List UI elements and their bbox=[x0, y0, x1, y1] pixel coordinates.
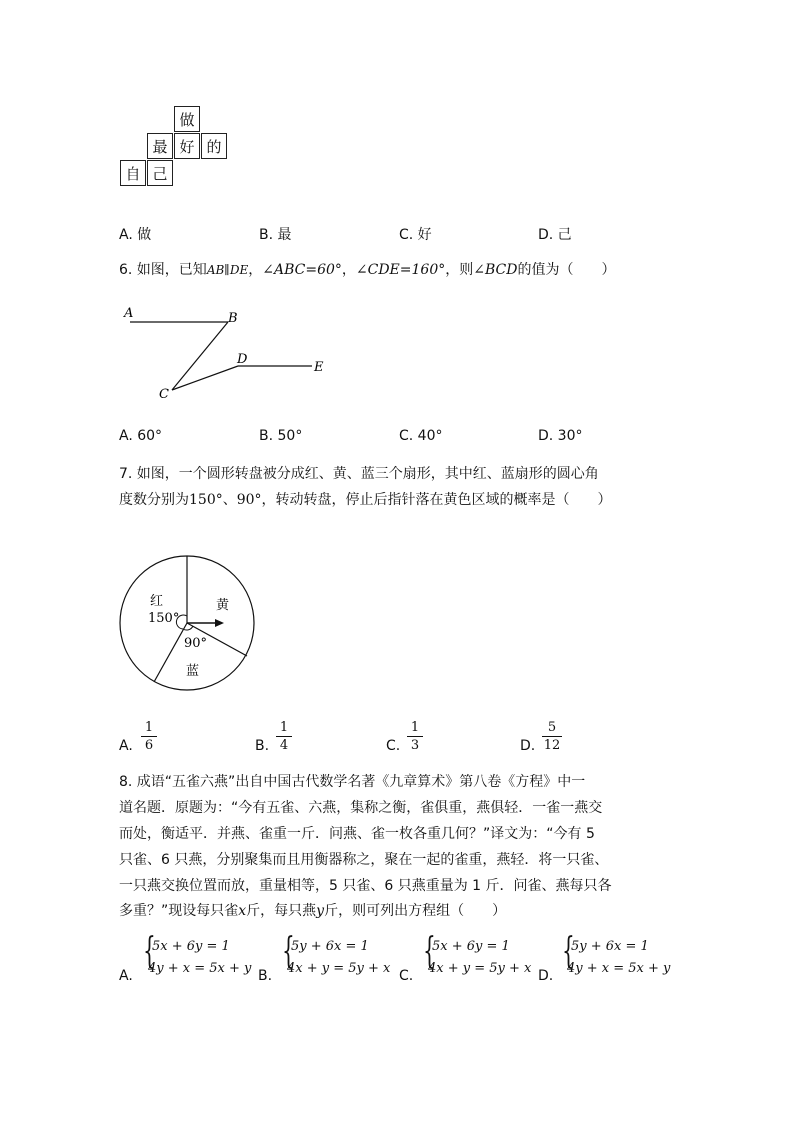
brace: { bbox=[143, 931, 156, 972]
q6-option-a[interactable]: A. 60° bbox=[119, 428, 163, 444]
q6-figure bbox=[110, 300, 350, 410]
equation-2: 4x + y = 5y + x bbox=[287, 961, 391, 976]
q7-option-b-fraction bbox=[276, 720, 292, 753]
q8-last-post: 斤，则可列出方程组（ ） bbox=[324, 903, 507, 919]
label-d: D bbox=[237, 352, 248, 367]
label-e: E bbox=[314, 360, 324, 375]
fraction-denominator: 3 bbox=[410, 738, 420, 753]
q6-ab: AB bbox=[206, 263, 225, 277]
brace: { bbox=[282, 931, 295, 972]
q8-last-pre: 多重？”现设每只雀 bbox=[119, 903, 239, 919]
q8-option-a-label: A. bbox=[119, 968, 133, 984]
q8-option-d-label: D. bbox=[538, 968, 554, 984]
q7-option-c-label: C. bbox=[386, 738, 401, 754]
q7-option-d-label: D. bbox=[520, 738, 536, 754]
q6-option-b[interactable]: B. 50° bbox=[259, 428, 303, 444]
brace: { bbox=[562, 931, 575, 972]
q8-line-4: 只雀、6 只燕，分别聚集而且用衡器称之，聚在一起的雀重，燕轻．将一只雀、 bbox=[119, 852, 609, 868]
q7-stem-line2 bbox=[119, 490, 612, 510]
pointer-arrow-icon bbox=[215, 619, 224, 627]
net-cell: 好 bbox=[174, 133, 200, 159]
q6-option-c[interactable]: C. 40° bbox=[399, 428, 443, 444]
equation-1: 5x + 6y = 1 bbox=[432, 939, 510, 954]
label-red: 红 bbox=[150, 594, 164, 609]
label-red-angle: 150° bbox=[148, 611, 180, 626]
q5-option-b[interactable]: B. 最 bbox=[259, 227, 292, 243]
q6-angle-cde: ∠CDE=160° bbox=[355, 262, 446, 278]
q6-sep3: ，则 bbox=[445, 262, 474, 278]
equation-2: 4x + y = 5y + x bbox=[428, 961, 532, 976]
equation-1: 5y + 6x = 1 bbox=[571, 939, 649, 954]
fraction-denominator: 6 bbox=[144, 738, 154, 753]
equation-1: 5y + 6x = 1 bbox=[291, 939, 369, 954]
equation-1: 5x + 6y = 1 bbox=[152, 939, 230, 954]
q6-option-d[interactable]: D. 30° bbox=[538, 428, 583, 444]
q7-option-a-label: A. bbox=[119, 738, 133, 754]
q6-de: DE bbox=[229, 263, 249, 277]
fraction-numerator: 1 bbox=[279, 720, 289, 735]
q7-line2-pre: 度数分别为 bbox=[119, 492, 189, 508]
q8-var-x: x bbox=[238, 903, 247, 919]
q7-stem-line1: 7. 如图，一个圆形转盘被分成红、黄、蓝三个扇形，其中红、蓝扇形的圆心角 bbox=[119, 466, 599, 482]
net-cell: 最 bbox=[147, 133, 173, 159]
label-a: A bbox=[124, 306, 134, 321]
q8-option-b-label: B. bbox=[258, 968, 273, 984]
fraction-numerator: 1 bbox=[410, 720, 420, 735]
net-cell: 己 bbox=[147, 160, 173, 186]
q8-line-5: 一只燕交换位置而放，重量相等，5 只雀、6 只燕重量为 1 斤．问雀、燕每只各 bbox=[119, 878, 612, 894]
fraction-numerator: 1 bbox=[144, 720, 154, 735]
q7-option-a-fraction bbox=[141, 720, 157, 753]
q8-option-b-system bbox=[282, 931, 391, 980]
q8-var-y: y bbox=[316, 903, 325, 919]
q6-angle-abc: ∠ABC=60° bbox=[262, 262, 342, 278]
equation-2: 4y + x = 5x + y bbox=[567, 961, 671, 976]
q7-option-c-fraction bbox=[407, 720, 423, 753]
q8-line-1: 8. 成语“五雀六燕”出自中国古代数学名著《九章算术》第八卷《方程》中一 bbox=[119, 774, 586, 790]
q6-number: 6. 如图，已知 bbox=[119, 262, 207, 278]
q8-line-2: 道名题．原题为：“今有五雀、六燕，集称之衡，雀俱重，燕俱轻．一雀一燕交 bbox=[119, 800, 603, 816]
q8-option-a-system bbox=[143, 931, 252, 980]
fraction-denominator: 12 bbox=[543, 738, 561, 753]
net-cell: 的 bbox=[201, 133, 227, 159]
brace: { bbox=[423, 931, 436, 972]
q8-option-c-label: C. bbox=[399, 968, 414, 984]
label-yellow: 黄 bbox=[216, 598, 230, 613]
sector-divider-bottom bbox=[154, 623, 187, 682]
q7-line2-post: ，转动转盘，停止后指针落在黄色区域的概率是（ ） bbox=[261, 492, 612, 508]
q8-last-mid: 斤，每只燕 bbox=[246, 903, 317, 919]
q8-option-c-system bbox=[423, 931, 532, 980]
q7-option-d-fraction bbox=[542, 720, 562, 753]
fraction-numerator: 5 bbox=[547, 720, 557, 735]
equation-2: 4y + x = 5x + y bbox=[148, 961, 252, 976]
q8-line-6 bbox=[119, 901, 506, 921]
label-b: B bbox=[228, 311, 238, 326]
q5-option-a[interactable]: A. 做 bbox=[119, 227, 152, 243]
q7-spinner bbox=[114, 553, 264, 703]
q6-stem bbox=[119, 260, 615, 280]
q7-angles: 150°、90° bbox=[189, 492, 262, 508]
q6-sep2: ， bbox=[341, 262, 356, 278]
q8-line-3: 而处，衡适平．并燕、雀重一斤．问燕、雀一枚各重几何？”译文为：“今有 5 bbox=[119, 826, 595, 842]
q6-parallel: ∥ bbox=[224, 263, 230, 277]
net-cell: 做 bbox=[174, 106, 200, 132]
q8-option-d-system bbox=[562, 931, 671, 980]
q5-option-c[interactable]: C. 好 bbox=[399, 227, 432, 243]
fraction-denominator: 4 bbox=[279, 738, 289, 753]
label-blue: 蓝 bbox=[186, 664, 200, 679]
label-blue-angle: 90° bbox=[184, 636, 208, 651]
q5-option-d[interactable]: D. 己 bbox=[538, 227, 572, 243]
q6-sep1: ， bbox=[248, 262, 263, 278]
q6-angle-bcd: ∠BCD bbox=[473, 262, 518, 278]
label-c: C bbox=[159, 387, 169, 402]
q6-tail: 的值为（ ） bbox=[517, 262, 616, 278]
q7-option-b-label: B. bbox=[255, 738, 270, 754]
net-cell: 自 bbox=[120, 160, 146, 186]
